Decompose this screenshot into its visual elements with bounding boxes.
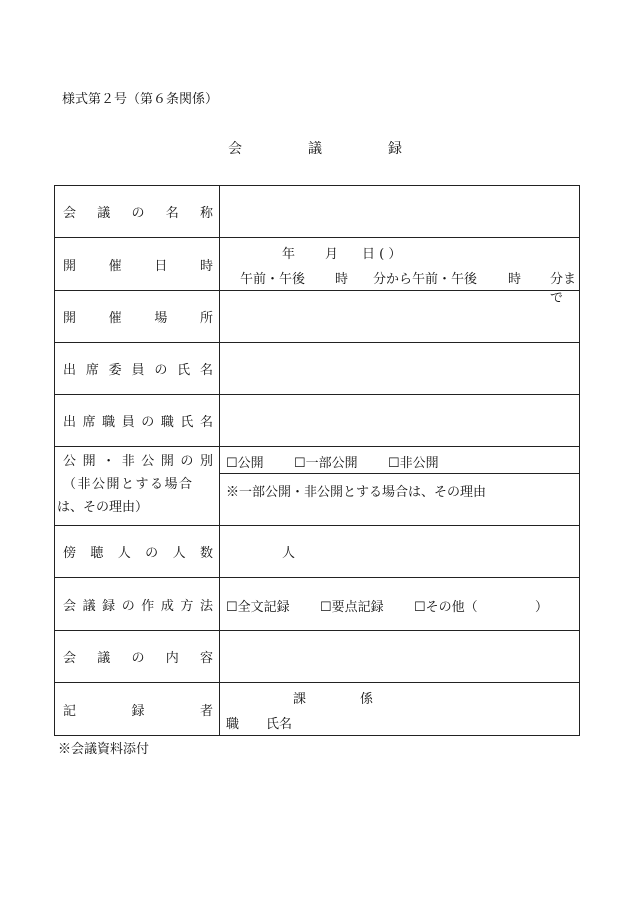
- value-audience[interactable]: [220, 526, 580, 578]
- label-disclosure-line3: は、その理由）: [57, 500, 149, 515]
- option-other-close-paren: ）: [535, 600, 549, 615]
- label-char: 別: [199, 454, 213, 469]
- label-char: の: [121, 598, 135, 614]
- option-public-checkbox[interactable]: ☐公開: [226, 456, 264, 471]
- label-char: 会: [63, 598, 77, 614]
- label-char: 職: [160, 415, 174, 430]
- label-char: 録: [131, 703, 145, 719]
- value-recorder[interactable]: [220, 683, 580, 736]
- label-char: 氏: [180, 415, 194, 430]
- label-char: 出: [63, 363, 77, 378]
- position-label: 職: [226, 717, 240, 732]
- day-label: 日 ( ）: [362, 247, 402, 262]
- label-char: 出: [63, 415, 77, 430]
- label-disclosure-line2: （非公開とする場合: [63, 477, 194, 492]
- label-char: 作: [141, 598, 155, 614]
- label-char: 開: [82, 454, 96, 469]
- label-char: 内: [165, 651, 179, 666]
- label-char: 席: [82, 415, 96, 430]
- label-char: 名: [199, 415, 213, 430]
- label-char: 議: [82, 598, 96, 614]
- name-label: 氏名: [266, 717, 293, 732]
- value-venue[interactable]: [220, 291, 580, 343]
- minute-start-label: 分から午前・午後: [373, 272, 478, 287]
- label-audience: [55, 526, 220, 578]
- label-recorder: [55, 683, 220, 736]
- label-char: の: [180, 454, 194, 469]
- label-char: 員: [121, 415, 135, 430]
- label-char: 人: [117, 546, 131, 561]
- label-char: 席: [85, 363, 99, 378]
- option-other-checkbox[interactable]: ☐その他（: [414, 600, 478, 615]
- option-summary-record-checkbox[interactable]: ☐要点記録: [320, 600, 384, 615]
- label-char: 者: [199, 703, 213, 719]
- label-char: 議: [97, 651, 111, 666]
- option-partial-public-checkbox[interactable]: ☐一部公開: [294, 456, 358, 471]
- label-char: 員: [131, 363, 145, 378]
- label-char: 場: [154, 311, 168, 326]
- year-label: 年: [282, 247, 296, 262]
- subsection-label: 係: [360, 692, 374, 707]
- document-title: 会 議 録: [228, 141, 428, 157]
- disclosure-options: [220, 447, 580, 474]
- label-char: 催: [108, 311, 122, 326]
- label-char: 傍: [63, 546, 77, 561]
- label-datetime: [55, 238, 220, 291]
- label-char: 聴: [90, 546, 104, 561]
- label-char: 称: [199, 206, 213, 221]
- label-venue: [55, 291, 220, 343]
- label-staff: [55, 395, 220, 447]
- value-disclosure-reason[interactable]: [220, 474, 580, 526]
- label-char: 議: [97, 206, 111, 221]
- label-char: 氏: [177, 363, 191, 378]
- label-method: [55, 578, 220, 631]
- label-char: 催: [108, 258, 122, 274]
- minutes-table: [54, 185, 580, 736]
- label-char: 会: [63, 651, 77, 666]
- label-char: 記: [63, 703, 77, 719]
- row-staff: [55, 395, 580, 447]
- value-staff[interactable]: [220, 395, 580, 447]
- label-char: 開: [160, 454, 174, 469]
- attachment-note: ※会議資料添付: [58, 742, 150, 757]
- row-datetime: [55, 238, 580, 291]
- label-char: 時: [199, 258, 213, 274]
- label-content: [55, 631, 220, 683]
- row-members: [55, 343, 580, 395]
- label-char: 会: [63, 206, 77, 221]
- label-char: 人: [172, 546, 186, 561]
- label-meeting-name: [55, 186, 220, 238]
- label-char: 所: [199, 311, 213, 326]
- label-char: 名: [165, 206, 179, 221]
- row-disclosure: [55, 447, 580, 474]
- row-meeting-name: [55, 186, 580, 238]
- label-char: 公: [63, 454, 77, 469]
- label-disclosure: [55, 447, 220, 526]
- value-meeting-name[interactable]: [220, 186, 580, 238]
- label-char: の: [154, 363, 168, 378]
- label-char: ・: [102, 454, 116, 469]
- row-method: [55, 578, 580, 631]
- value-content[interactable]: [220, 631, 580, 683]
- value-members[interactable]: [220, 343, 580, 395]
- label-members: [55, 343, 220, 395]
- label-char: 日: [154, 258, 168, 274]
- label-char: 法: [199, 598, 213, 614]
- ampm-start-label: 午前・午後: [240, 272, 306, 287]
- option-private-checkbox[interactable]: ☐非公開: [388, 456, 439, 471]
- label-char: の: [145, 546, 159, 561]
- label-char: 開: [63, 258, 77, 274]
- label-char: 名: [199, 363, 213, 378]
- value-method: [220, 578, 580, 631]
- minute-end-label: 分まで: [550, 272, 577, 306]
- label-char: 数: [199, 546, 213, 561]
- disclosure-reason-note: ※一部公開・非公開とする場合は、その理由: [226, 485, 487, 500]
- label-char: 開: [63, 311, 77, 326]
- row-content: [55, 631, 580, 683]
- row-audience: [55, 526, 580, 578]
- form-number: 様式第２号（第６条関係）: [62, 92, 219, 107]
- label-char: 委: [108, 363, 122, 378]
- section-label: 課: [293, 692, 307, 707]
- hour-end-label: 時: [508, 272, 522, 287]
- row-recorder: [55, 683, 580, 736]
- option-full-record-checkbox[interactable]: ☐全文記録: [226, 600, 290, 615]
- label-char: 職: [102, 415, 116, 430]
- audience-unit: 人: [282, 546, 296, 561]
- label-char: の: [131, 206, 145, 221]
- month-label: 月: [325, 247, 339, 262]
- hour-start-label: 時: [335, 272, 349, 287]
- label-char: 録: [102, 598, 116, 614]
- label-char: の: [131, 651, 145, 666]
- label-char: の: [141, 415, 155, 430]
- row-venue: [55, 291, 580, 343]
- value-datetime[interactable]: [220, 238, 580, 306]
- label-char: 公: [141, 454, 155, 469]
- label-char: 容: [199, 651, 213, 666]
- label-char: 方: [180, 598, 194, 614]
- label-char: 非: [121, 454, 135, 469]
- label-char: 成: [160, 598, 174, 614]
